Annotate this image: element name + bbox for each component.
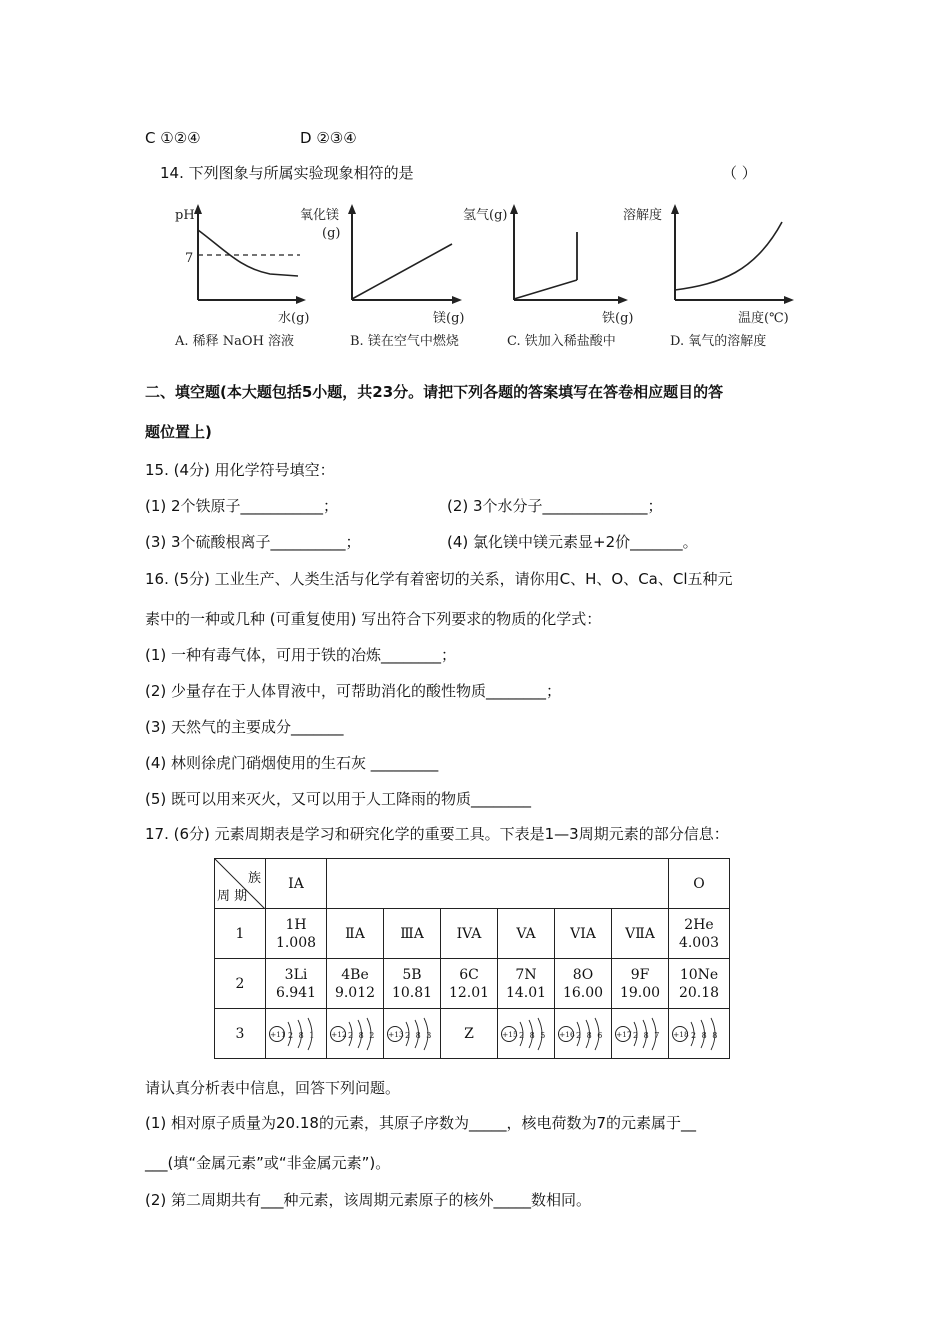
header-viia: VⅡA — [612, 909, 669, 959]
mg-atomic-structure — [327, 1014, 383, 1054]
q16-item-5: (5) 既可以用来灭火，又可以用于人工降雨的物质________ — [145, 790, 532, 808]
p-nucleus: +15 — [502, 1029, 518, 1039]
be-symbol: 4Be — [341, 966, 369, 983]
cell-f — [612, 959, 669, 1009]
graph-a-ylabel: pH — [175, 208, 195, 223]
q16-item-3: (3) 天然气的主要成分_______ — [145, 718, 344, 736]
c-symbol: 6C — [459, 966, 479, 983]
graph-b-caption: B. 镁在空气中燃烧 — [350, 334, 459, 349]
cell-p-structure — [498, 1009, 555, 1059]
b-symbol: 5B — [402, 966, 422, 983]
na-shells: 2 8 1 — [288, 1030, 316, 1040]
q15-part3: (3) 3个硫酸根离子__________； — [145, 533, 361, 551]
graph-c-xlabel: 铁(g) — [602, 311, 634, 326]
period-2: 2 — [215, 959, 266, 1009]
cell-s-structure — [555, 1009, 612, 1059]
cell-ne — [669, 959, 730, 1009]
cell-c — [441, 959, 498, 1009]
mg-shells: 2 8 2 — [348, 1030, 376, 1040]
ne-mass: 20.18 — [678, 984, 720, 1001]
cell-b — [384, 959, 441, 1009]
s-atomic-structure — [555, 1014, 611, 1054]
ar-shells: 2 8 8 — [691, 1030, 719, 1040]
graph-c-caption: C. 铁加入稀盐酸中 — [507, 334, 616, 349]
he-mass: 4.003 — [678, 934, 720, 951]
q15-part1: (1) 2个铁原子___________； — [145, 497, 339, 515]
f-mass: 19.00 — [619, 984, 661, 1001]
q17-part1-line2: ___(填“金属元素”或“非金属元素”)。 — [145, 1154, 391, 1172]
q16-intro-line2: 素中的一种或几种 (可重复使用) 写出符合下列要求的物质的化学式： — [145, 610, 602, 628]
header-empty — [327, 859, 669, 909]
header-ia: IA — [266, 859, 327, 909]
graph-d — [623, 204, 794, 349]
cell-li — [266, 959, 327, 1009]
graph-c — [463, 204, 633, 349]
graph-b-ylabel2: (g) — [322, 226, 341, 241]
table-corner — [215, 859, 266, 909]
q15-title: 15. (4分) 用化学符号填空： — [145, 461, 335, 479]
cell-mg-structure — [327, 1009, 384, 1059]
header-iva: IVA — [441, 909, 498, 959]
period-3: 3 — [215, 1009, 266, 1059]
q14-graphs — [170, 200, 810, 360]
q17-part2: (2) 第二周期共有___种元素，该周期元素原子的核外_____数相同。 — [145, 1191, 592, 1209]
graph-d-ylabel: 溶解度 — [623, 208, 663, 223]
graph-a-xlabel: 水(g) — [278, 311, 310, 326]
q17-instructions: 请认真分析表中信息，回答下列问题。 — [145, 1079, 401, 1097]
graph-b-ylabel: 氧化镁 — [300, 208, 340, 223]
ar-atomic-structure — [669, 1014, 729, 1054]
cell-cl-structure — [612, 1009, 669, 1059]
q16-item-2: (2) 少量存在于人体胃液中，可帮助消化的酸性物质________； — [145, 682, 562, 700]
cell-o — [555, 959, 612, 1009]
p-shells: 2 8 5 — [519, 1030, 547, 1040]
header-zero: O — [669, 859, 730, 909]
he-symbol: 2He — [684, 916, 714, 933]
b-mass: 10.81 — [391, 984, 433, 1001]
q14-text: 14. 下列图象与所属实验现象相符的是 — [160, 164, 414, 182]
graph-a-ytick: 7 — [185, 251, 194, 266]
ar-nucleus: +18 — [673, 1029, 689, 1039]
li-symbol: 3Li — [284, 966, 308, 983]
s-nucleus: +16 — [559, 1029, 575, 1039]
q15-part4: (4) 氯化镁中镁元素显+2价_______。 — [447, 533, 698, 551]
cell-z: Z — [441, 1009, 498, 1059]
mg-nucleus: +12 — [331, 1029, 347, 1039]
graph-b — [300, 204, 464, 349]
al-nucleus: +13 — [388, 1029, 404, 1039]
header-iia: ⅡA — [327, 909, 384, 959]
n-symbol: 7N — [515, 966, 537, 983]
graph-b-xlabel: 镁(g) — [433, 311, 465, 326]
option-c: C ①②④ — [145, 129, 201, 147]
graph-d-xlabel: 温度(℃) — [738, 311, 789, 326]
periodic-table — [214, 858, 730, 1059]
p-atomic-structure — [498, 1014, 554, 1054]
na-atomic-structure — [266, 1014, 326, 1054]
cell-al-structure — [384, 1009, 441, 1059]
q17-title: 17. (6分) 元素周期表是学习和研究化学的重要工具。下表是1—3周期元素的部分信息： — [145, 825, 729, 843]
o-symbol: 8O — [572, 966, 594, 983]
header-iiia: ⅢA — [384, 909, 441, 959]
cell-be — [327, 959, 384, 1009]
q15-part2: (2) 3个水分子______________； — [447, 497, 663, 515]
s-shells: 2 8 6 — [576, 1030, 604, 1040]
q16-intro-line1: 16. (5分) 工业生产、人类生活与化学有着密切的关系，请你用C、H、O、Ca、Cl五种元 — [145, 570, 733, 588]
corner-period-label: 周 期 — [217, 889, 248, 904]
q16-item-4: (4) 林则徐虎门硝烟使用的生石灰 _________ — [145, 754, 439, 772]
na-nucleus: +11 — [270, 1029, 286, 1039]
cl-atomic-structure — [612, 1014, 668, 1054]
al-atomic-structure — [384, 1014, 440, 1054]
cell-he — [669, 909, 730, 959]
option-d: D ②③④ — [300, 129, 357, 147]
corner-group-label: 族 — [247, 871, 261, 886]
period-1: 1 — [215, 909, 266, 959]
graph-d-caption: D. 氧气的溶解度 — [670, 334, 767, 349]
q16-item-1: (1) 一种有毒气体，可用于铁的冶炼________； — [145, 646, 457, 664]
n-mass: 14.01 — [505, 984, 547, 1001]
cl-nucleus: +17 — [616, 1029, 632, 1039]
cell-na-structure — [266, 1009, 327, 1059]
section2-heading-line2: 题位置上) — [145, 423, 212, 441]
header-via: VIA — [555, 909, 612, 959]
q17-part1-line1: (1) 相对原子质量为20.18的元素，其原子序数为_____，核电荷数为7的元素属于__ — [145, 1114, 697, 1132]
q14-answer-paren: （ ） — [722, 164, 757, 182]
o-mass: 16.00 — [562, 984, 604, 1001]
cell-h — [266, 909, 327, 959]
ne-symbol: 10Ne — [679, 966, 719, 983]
h-mass: 1.008 — [275, 934, 317, 951]
graph-a-caption: A. 稀释 NaOH 溶液 — [175, 334, 295, 349]
li-mass: 6.941 — [275, 984, 317, 1001]
f-symbol: 9F — [630, 966, 650, 983]
cell-n — [498, 959, 555, 1009]
c-mass: 12.01 — [448, 984, 490, 1001]
graph-c-ylabel: 氢气(g) — [463, 208, 508, 223]
h-symbol: 1H — [285, 916, 307, 933]
cl-shells: 2 8 7 — [633, 1030, 661, 1040]
graph-a — [174, 204, 309, 349]
be-mass: 9.012 — [334, 984, 376, 1001]
cell-ar-structure — [669, 1009, 730, 1059]
section2-heading-line1: 二、填空题(本大题包括5小题，共23分。请把下列各题的答案填写在答卷相应题目的答 — [145, 383, 724, 401]
header-va: VA — [498, 909, 555, 959]
al-shells: 2 8 3 — [405, 1030, 433, 1040]
